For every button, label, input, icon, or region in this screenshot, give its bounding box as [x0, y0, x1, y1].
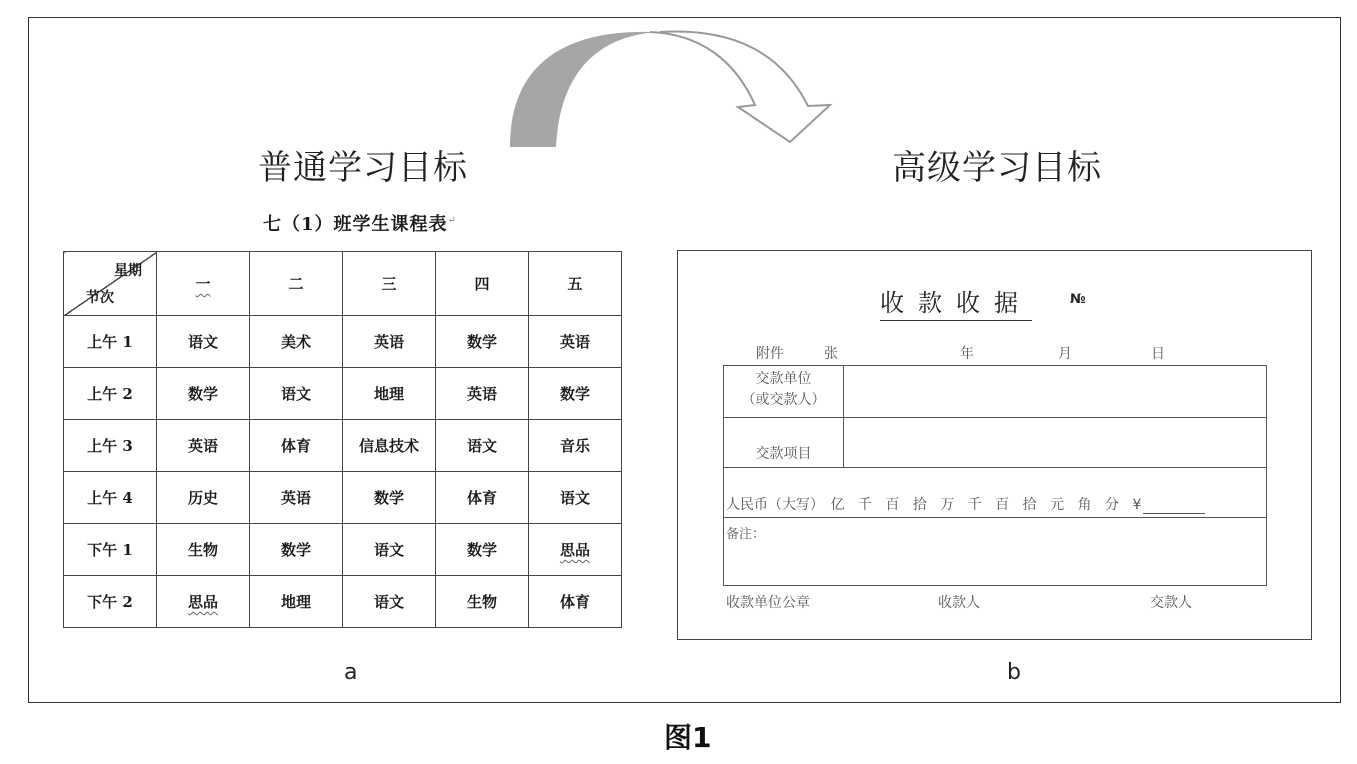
- table-row: [64, 524, 622, 576]
- unit-label: 元: [1050, 497, 1065, 513]
- subject-cell: 数学: [343, 472, 436, 524]
- subject-cell: 生物: [157, 524, 250, 576]
- receipt-form: [677, 250, 1312, 640]
- attachment-label: 附件: [756, 346, 784, 362]
- heading-advanced-goal: 高级学习目标: [892, 148, 1102, 188]
- day-header: 五: [529, 252, 622, 316]
- unit-label: 百: [995, 497, 1010, 513]
- figure-label: 图1: [664, 721, 712, 754]
- table-row: [64, 420, 622, 472]
- payee-label: 收款人: [938, 595, 980, 611]
- corner-weekday-label: 星期: [114, 263, 142, 279]
- payer-label: [724, 366, 844, 417]
- table-row: [64, 368, 622, 420]
- subject-cell: 生物: [436, 576, 529, 628]
- unit-label: 亿: [830, 497, 845, 513]
- subject-cell: 思品: [529, 524, 622, 576]
- subject-cell: 地理: [250, 576, 343, 628]
- subject-cell: 数学: [157, 368, 250, 420]
- unit-label: 千: [857, 497, 872, 513]
- subject-cell: 数学: [529, 368, 622, 420]
- table-row: [64, 316, 622, 368]
- sheet-count-label: 张: [824, 346, 838, 362]
- schedule-title: [263, 210, 457, 236]
- amount-label: 人民币（大写）: [726, 497, 824, 513]
- corner-period-label: 节次: [86, 290, 114, 306]
- period-cell: 上午 2: [64, 368, 157, 420]
- subject-cell: 体育: [436, 472, 529, 524]
- amount-blank-line: [1143, 499, 1205, 514]
- subject-cell: 语文: [157, 316, 250, 368]
- day-header: 三: [343, 252, 436, 316]
- caption-b: b: [1007, 660, 1021, 685]
- subject-cell: 语文: [250, 368, 343, 420]
- subject-cell: 美术: [250, 316, 343, 368]
- amount-line: [726, 494, 1205, 514]
- period-cell: 下午 1: [64, 524, 157, 576]
- day-label: 日: [1151, 346, 1165, 362]
- unit-label: 分: [1104, 497, 1119, 513]
- paragraph-mark-icon: ↵: [447, 215, 457, 226]
- month-label: 月: [1058, 346, 1072, 362]
- payer-sign-label: 交款人: [1150, 595, 1192, 611]
- stamp-label: 收款单位公章: [726, 595, 810, 611]
- subject-cell: 语文: [343, 524, 436, 576]
- subject-cell: 英语: [157, 420, 250, 472]
- subject-cell: 英语: [529, 316, 622, 368]
- caption-a: a: [344, 660, 358, 685]
- receipt-grid: [723, 365, 1267, 586]
- subject-cell: 语文: [529, 472, 622, 524]
- item-row: [724, 418, 1266, 468]
- corner-cell: [64, 252, 157, 316]
- payer-row: [724, 366, 1266, 418]
- receipt-number-mark: №: [1070, 292, 1086, 307]
- table-row: [64, 472, 622, 524]
- remark-label: 备注：: [726, 527, 766, 542]
- subject-cell: 英语: [343, 316, 436, 368]
- subject-cell: 体育: [529, 576, 622, 628]
- subject-cell: 信息技术: [343, 420, 436, 472]
- day-header: 四: [436, 252, 529, 316]
- subject-cell: 英语: [436, 368, 529, 420]
- item-label: 交款项目: [724, 418, 844, 467]
- subject-cell: 音乐: [529, 420, 622, 472]
- subject-cell: 数学: [436, 524, 529, 576]
- payer-label-line1: 交款单位: [755, 371, 812, 387]
- subject-cell: 历史: [157, 472, 250, 524]
- table-header-row: [64, 252, 622, 316]
- period-cell: 下午 2: [64, 576, 157, 628]
- subject-cell: 数学: [250, 524, 343, 576]
- unit-label: 万: [940, 497, 955, 513]
- subject-cell: 数学: [436, 316, 529, 368]
- subject-cell: 语文: [343, 576, 436, 628]
- table-row: [64, 576, 622, 628]
- receipt-title: 收款收据: [880, 283, 1032, 321]
- unit-label: 千: [967, 497, 982, 513]
- period-cell: 上午 1: [64, 316, 157, 368]
- period-cell: 上午 4: [64, 472, 157, 524]
- unit-label: 角: [1077, 497, 1092, 513]
- unit-label: 百: [885, 497, 900, 513]
- heading-basic-goal: 普通学习目标: [258, 148, 468, 188]
- subject-cell: 地理: [343, 368, 436, 420]
- payer-label-line2: （或交款人）: [741, 392, 826, 408]
- schedule-title-text: 七（1）班学生课程表: [263, 214, 448, 235]
- subject-cell: 体育: [250, 420, 343, 472]
- class-schedule-table: [63, 251, 622, 628]
- unit-label: 拾: [912, 497, 927, 513]
- year-label: 年: [960, 346, 974, 362]
- day-header: 一: [157, 252, 250, 316]
- subject-cell: 英语: [250, 472, 343, 524]
- subject-cell: 思品: [157, 576, 250, 628]
- subject-cell: 语文: [436, 420, 529, 472]
- day-header: 二: [250, 252, 343, 316]
- period-cell: 上午 3: [64, 420, 157, 472]
- unit-label: 拾: [1022, 497, 1037, 513]
- amount-row: [724, 468, 1266, 518]
- yuan-symbol: ¥: [1132, 497, 1142, 513]
